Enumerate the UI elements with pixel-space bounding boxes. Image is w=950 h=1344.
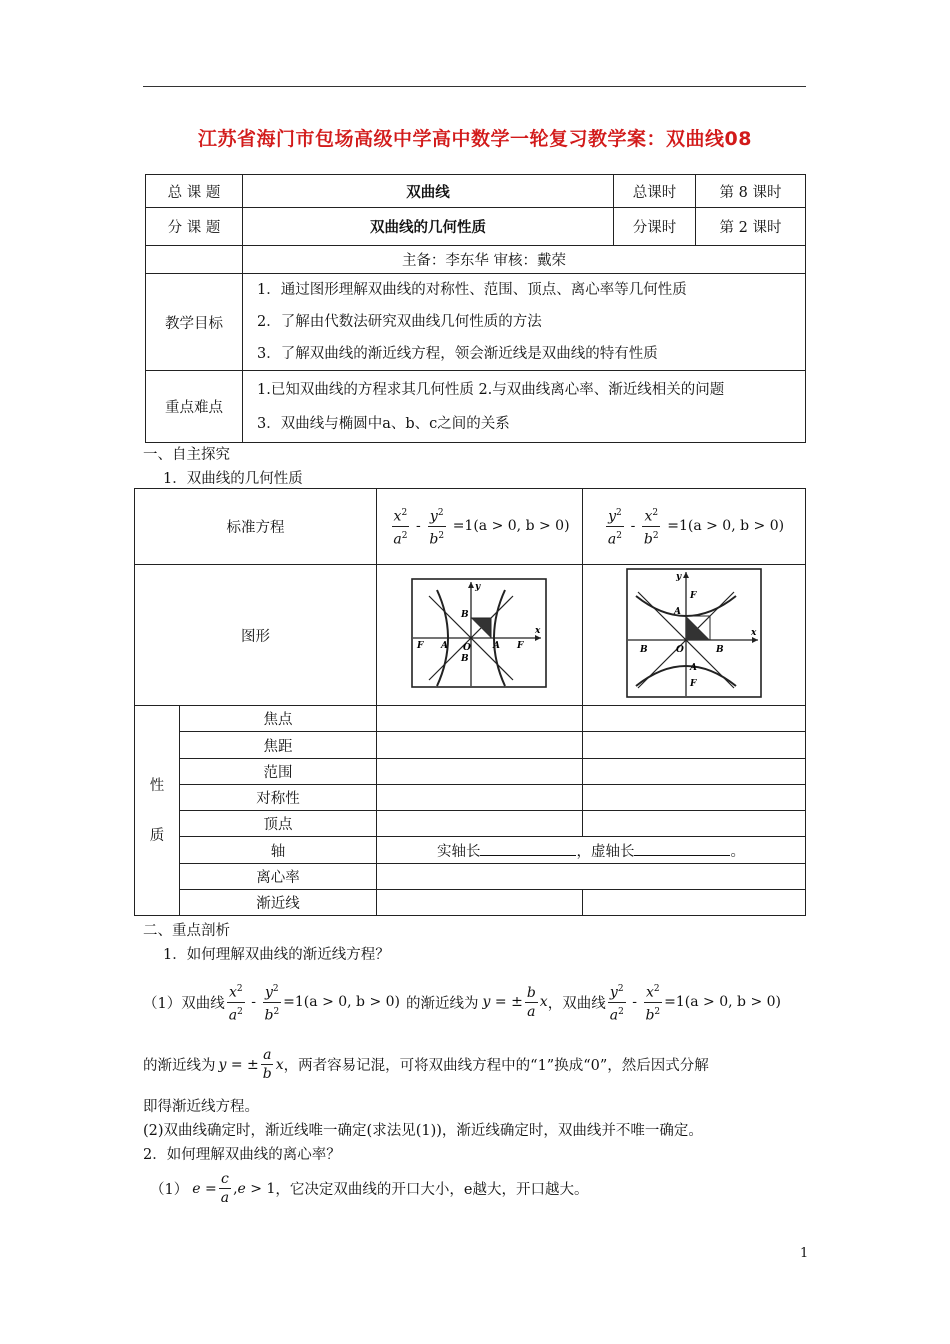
properties-table	[134, 488, 806, 916]
axis-label: x	[750, 628, 757, 638]
axis-label: y	[675, 572, 682, 582]
section1-subheading: 1．双曲线的几何性质	[163, 471, 303, 487]
point-label: A	[493, 641, 501, 651]
cell-blank	[376, 890, 582, 916]
row-symmetry-label: 对称性	[180, 785, 377, 811]
cell-blank	[582, 706, 805, 732]
hyperbola-graph-vertical	[624, 566, 764, 700]
paragraph-3: （1） e = $\frac{c}{a}$ , e > 1 ，它决定双曲线的开口大小，e越大，开口越大。	[150, 1171, 589, 1206]
authors-blank	[146, 246, 243, 274]
cell-blank	[376, 785, 582, 811]
row-focal-distance-label: 焦距	[180, 732, 377, 759]
point-label: F	[417, 641, 424, 651]
paragraph-2: (2)双曲线确定时，渐近线唯一确定(求法见(1))，渐近线确定时，双曲线并不唯一确定。	[143, 1123, 703, 1139]
key-points-label: 重点难点	[146, 371, 243, 443]
axis-label: y	[475, 582, 481, 592]
fraction: $\frac{b}{a}$	[526, 984, 536, 1020]
paragraph-1-line1: （1）双曲线 $\frac{x^2}{a^2}$ - $\frac{y^2}{b^2}$ =1(a > 0, b > 0) 的渐近线为 y = ± $\frac{b}{a}$ x ，双曲线 $\frac{y^2}{a^2}$ - $\frac{x^2}{b^2}$ =1(a > 0, b > 0)	[143, 980, 781, 1024]
row-range-label: 范围	[180, 759, 377, 785]
std-eq-label: 标准方程	[135, 489, 377, 565]
paragraph-1-line2: 的渐近线为 y = ± $\frac{a}{b}$ x ，两者容易记混，可将双曲线方程中的“1”换成“0”，然后因式分解	[143, 1047, 709, 1082]
section2-heading: 二、重点剖析	[143, 923, 230, 939]
text: ，两者容易记混，可将双曲线方程中的“1”换成“0”，然后因式分解	[283, 1058, 709, 1074]
cell-blank	[582, 811, 805, 837]
eq-condition: =1(a > 0, b > 0)	[664, 994, 781, 1011]
cell-blank	[582, 785, 805, 811]
sub-topic-label: 分 课 题	[146, 208, 243, 246]
point-label: F	[689, 679, 697, 689]
origin-label: O	[675, 645, 684, 655]
text: （1）双曲线	[143, 995, 225, 1012]
header-rule	[143, 86, 806, 87]
total-hours-value: 第 8 课时	[696, 175, 806, 208]
cell-blank	[582, 890, 805, 916]
row-axis-label: 轴	[180, 837, 377, 864]
document-title: 江苏省海门市包场高级中学高中数学一轮复习教学案：双曲线08	[198, 128, 752, 150]
key-item: 3．双曲线与椭圆中a、b、c之间的关系	[257, 415, 510, 432]
lesson-info-table	[145, 174, 806, 443]
std-eq-1: $\frac{x^2}{a^2}$ - $\frac{y^2}{b^2}$ =1(a > 0, b > 0)	[376, 489, 582, 565]
hyperbola-graph-horizontal	[409, 576, 549, 690]
row-eccentricity-label: 离心率	[180, 864, 377, 890]
key-item: 1.已知双曲线的方程求其几何性质 2.与双曲线离心率、渐近线相关的问题	[257, 381, 725, 398]
fraction: $\frac{x^2}{a^2}$	[227, 980, 245, 1024]
cell-blank	[376, 811, 582, 837]
paragraph-1-line3: 即得渐近线方程。	[143, 1099, 259, 1115]
blank-line	[480, 842, 576, 856]
point-label: B	[715, 645, 724, 655]
point-label: A	[441, 641, 449, 651]
axis-label: x	[535, 626, 541, 636]
cell-blank	[582, 732, 805, 759]
question-2: 2．如何理解双曲线的离心率？	[143, 1147, 341, 1163]
point-label: B	[461, 610, 470, 620]
side-label-char: 性	[149, 777, 165, 794]
graph-label: 图形	[135, 565, 377, 706]
fraction: $\frac{c}{a}$	[220, 1171, 230, 1206]
goal-item: 2．了解由代数法研究双曲线几何性质的方法	[257, 314, 542, 330]
total-topic-label: 总 课 题	[146, 175, 243, 208]
blank-line	[634, 842, 730, 856]
std-eq-2: $\frac{y^2}{a^2}$ - $\frac{x^2}{b^2}$ =1(a > 0, b > 0)	[582, 489, 805, 565]
graph-2-cell	[582, 565, 805, 706]
question-1: 1．如何理解双曲线的渐近线方程？	[163, 947, 390, 963]
eq-condition: =1(a > 0, b > 0)	[283, 994, 401, 1011]
goal-item: 3．了解双曲线的渐近线方程，领会渐近线是双曲线的特有性质	[257, 346, 658, 362]
goal-item: 1．通过图形理解双曲线的对称性、范围、顶点、离心率等几何性质	[257, 282, 687, 298]
period: 。	[730, 843, 745, 860]
row-asymptote-label: 渐近线	[180, 890, 377, 916]
cell-blank	[376, 864, 805, 890]
text: ，双曲线	[547, 995, 606, 1012]
row-focus-label: 焦点	[180, 706, 377, 732]
text: 的渐近线为	[143, 1058, 216, 1074]
fraction: $\frac{y^2}{a^2}$	[606, 504, 624, 548]
authors: 主备：李东华 审核：戴荣	[243, 246, 806, 274]
axis-lengths	[376, 837, 805, 864]
fraction: $\frac{y^2}{a^2}$	[608, 980, 626, 1024]
fraction: $\frac{y^2}{b^2}$	[427, 504, 446, 548]
cell-blank	[376, 759, 582, 785]
text: 的渐近线为	[406, 995, 479, 1012]
goals-label: 教学目标	[146, 274, 243, 371]
properties-side-label	[135, 706, 180, 916]
point-label: A	[673, 607, 681, 617]
real-axis-text: 实轴长	[436, 843, 481, 860]
eq-condition: =1(a > 0, b > 0)	[667, 518, 785, 535]
eq-condition: =1(a > 0, b > 0)	[452, 518, 570, 535]
point-label: F	[517, 641, 524, 651]
fraction: $\frac{x^2}{b^2}$	[642, 504, 661, 548]
page-number: 1	[800, 1246, 809, 1261]
total-topic-value: 双曲线	[243, 175, 614, 208]
fraction: $\frac{x^2}{b^2}$	[643, 980, 662, 1024]
fraction: $\frac{x^2}{a^2}$	[391, 504, 409, 548]
point-label: F	[689, 591, 697, 601]
origin-label: O	[463, 643, 472, 653]
sub-hours-label: 分课时	[614, 208, 696, 246]
side-label-char: 质	[149, 827, 165, 844]
cell-blank	[582, 759, 805, 785]
cell-blank	[376, 706, 582, 732]
text: （1）	[150, 1182, 189, 1198]
graph-1-cell	[376, 565, 582, 706]
text: ，它决定双曲线的开口大小，e越大，开口越大。	[275, 1182, 589, 1198]
fraction: $\frac{y^2}{b^2}$	[262, 980, 281, 1024]
imag-axis-text: ，虚轴长	[576, 843, 635, 860]
point-label: B	[639, 645, 648, 655]
section1-heading: 一、自主探究	[143, 447, 230, 463]
point-label: B	[461, 654, 470, 664]
row-vertex-label: 顶点	[180, 811, 377, 837]
fraction: $\frac{a}{b}$	[262, 1047, 272, 1082]
cell-blank	[376, 732, 582, 759]
goals-list	[243, 274, 806, 371]
total-hours-label: 总课时	[614, 175, 696, 208]
key-points-list	[243, 371, 806, 443]
point-label: A	[689, 663, 697, 673]
sub-topic-value: 双曲线的几何性质	[243, 208, 614, 246]
sub-hours-value: 第 2 课时	[696, 208, 806, 246]
